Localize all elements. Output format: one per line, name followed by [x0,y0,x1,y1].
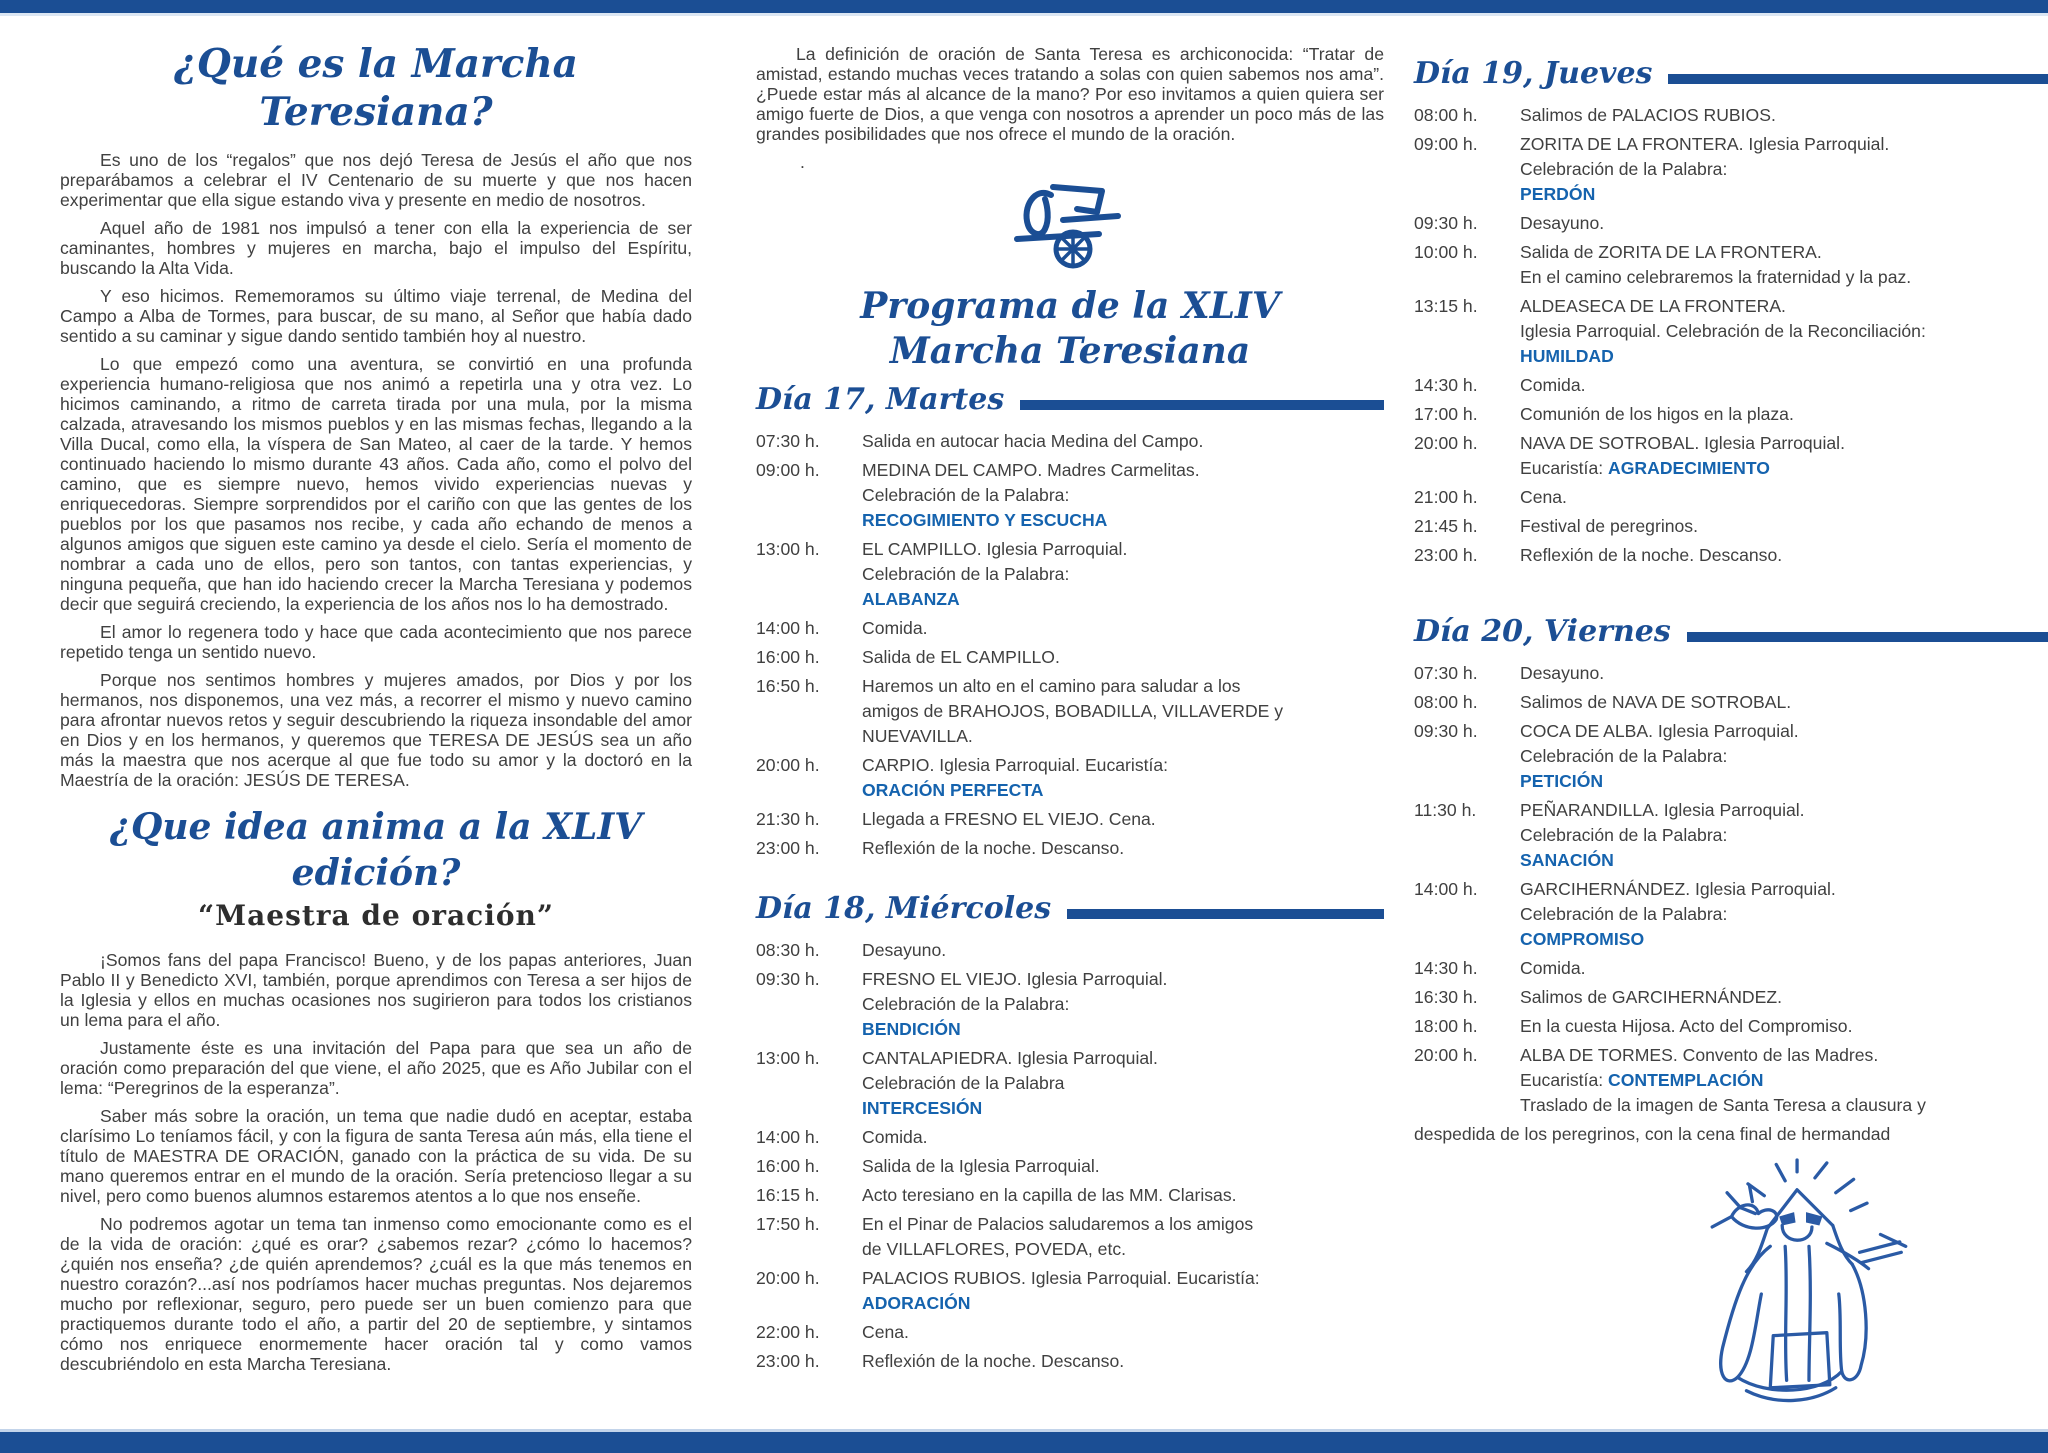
entry-line [862,1154,1384,1179]
entry-text: Reflexión de la noche. Descanso. [862,1351,1125,1371]
entry-time: 17:50 h. [756,1214,820,1234]
entry-line [1520,240,2048,265]
entry-text: Celebración de la Palabra: [862,485,1070,505]
schedule-entry [1414,294,2048,369]
entry-text: Comunión de los higos en la plaza. [1520,404,1794,424]
entry-line [862,967,1384,992]
entry-text: GARCIHERNÁNDEZ. Iglesia Parroquial. [1520,879,1836,899]
entry-time: 09:30 h. [756,969,820,989]
entry-description [1510,132,2048,207]
entry-time: 07:30 h. [1414,663,1478,683]
entry-text: ALBA DE TORMES. Convento de las Madres. [1520,1045,1879,1065]
schedule-entry [756,1154,1384,1179]
entry-time: 21:30 h. [756,809,820,829]
schedule-entry [1414,985,2048,1010]
schedule-entry [756,674,1384,749]
schedule-entry [756,753,1384,803]
day-section [1414,56,2048,568]
entry-description [852,645,1384,670]
top-border-bar [0,0,2048,16]
entry-text: Comida. [862,618,928,638]
entry-description [852,1154,1384,1179]
entry-text: Eucaristía: [1520,1070,1609,1090]
entry-text: Celebración de la Palabra: [862,994,1070,1014]
schedule-entry [1414,956,2048,981]
entry-keyword: PERDÓN [1520,184,1596,204]
schedule-entry [756,1349,1384,1374]
entry-line [1520,927,2048,952]
entry-description [1510,543,2048,568]
entry-line [862,724,1384,749]
entry-time: 09:00 h. [756,460,820,480]
day-header [756,891,1384,926]
entry-text: Celebración de la Palabra [862,1073,1065,1093]
section-title-que-idea: ¿Que idea anima a la XLIV edición? [109,806,643,894]
cart-icon [756,181,1384,282]
entry-line [1520,1043,2048,1068]
entry-description [1510,294,2048,369]
entry-line [1520,985,2048,1010]
entry-time: 16:30 h. [1414,987,1478,1007]
entry-description [1510,956,2048,981]
entry-line [1520,1093,2048,1118]
entry-line [1520,1014,2048,1039]
schedule-entry [756,537,1384,612]
entry-text: NUEVAVILLA. [862,726,973,746]
entry-time: 20:00 h. [756,1268,820,1288]
entry-line [862,483,1384,508]
entry-line [862,1349,1384,1374]
entry-description [852,807,1384,832]
entry-text: Comida. [1520,375,1586,395]
body-paragraph: No podremos agotar un tema tan inmenso como emocionante como es el de la vida de oración: ¿qué es orar? ¿sabemos rezar? ¿cómo lo hacemos? ¿quién nos enseña? ¿de quién aprendemos? ¿cuál es la que más tenemos en nuestro corazón?...así nos podríamos hacer muchas preguntas. Nos dejaremos mucho por reflexionar, seguro, pero puede ser un buen comienzo para que practiquemos durante todo el año, a partir del 20 de septiembre, y sintamos cómo nos enriquece enormemente hacer oración tal y como vamos descubriéndolo en esta Marcha Teresiana. [60,1214,692,1374]
entry-text: de VILLAFLORES, POVEDA, etc. [862,1239,1127,1259]
entry-line [862,1183,1384,1208]
entry-keyword: PETICIÓN [1520,771,1604,791]
entry-description [1510,402,2048,427]
entry-description [1510,985,2048,1010]
schedule-entry [756,1320,1384,1345]
schedule-entry [1414,132,2048,207]
section-subtitle-maestra: “Maestra de oración” [198,899,554,932]
entry-line [1520,431,2048,456]
entry-line [862,753,1384,778]
entry-text: Celebración de la Palabra: [1520,746,1728,766]
entry-text: En la cuesta Hijosa. Acto del Compromiso. [1520,1016,1853,1036]
schedule-entry [756,1266,1384,1316]
entry-line [1520,456,2048,481]
day-header [1414,614,2048,649]
entry-time: 13:15 h. [1414,296,1478,316]
entry-description [852,836,1384,861]
section-title-que-es: ¿Qué es la Marcha Teresiana? [174,41,578,135]
day-header-rule [1687,632,2048,642]
entry-time: 09:30 h. [1414,721,1478,741]
right-column [1414,56,2048,1430]
right-days [1414,56,2048,1147]
schedule-entry [756,458,1384,533]
left-column [60,40,692,1382]
entry-text: Salida de EL CAMPILLO. [862,647,1060,667]
entry-line [1520,402,2048,427]
entry-line [1520,373,2048,398]
entry-line [1520,661,2048,686]
entry-time: 17:00 h. [1414,404,1478,424]
entry-text: Cena. [862,1322,909,1342]
entry-line [1520,1068,2048,1093]
entry-text: Salimos de GARCIHERNÁNDEZ. [1520,987,1783,1007]
entry-text: Desayuno. [1520,213,1605,233]
entry-keyword: INTERCESIÓN [862,1098,983,1118]
entry-line [1520,902,2048,927]
entry-text: Desayuno. [862,940,947,960]
entry-keyword: AGRADECIMIENTO [1608,458,1770,478]
entry-description [1510,373,2048,398]
day-title: Día 19, Jueves [1414,56,1653,91]
entry-time: 14:00 h. [756,1127,820,1147]
body-paragraph: Aquel año de 1981 nos impulsó a tener con ella la experiencia de ser caminantes, hombres y mujeres en marcha, bajo el impulso del Espíritu, buscando la Alta Vida. [60,218,692,278]
entry-line [862,1291,1384,1316]
day-header [756,382,1384,417]
schedule-entry [1414,103,2048,128]
entry-time: 23:00 h. [756,838,820,858]
entry-description [1510,211,2048,236]
day-title: Día 20, Viernes [1414,614,1671,649]
entry-time: 20:00 h. [756,755,820,775]
entry-text: NAVA DE SOTROBAL. Iglesia Parroquial. [1520,433,1845,453]
entry-text: Acto teresiano en la capilla de las MM. Clarisas. [862,1185,1237,1205]
entry-time: 23:00 h. [1414,545,1478,565]
entry-time: 22:00 h. [756,1322,820,1342]
entry-text: CANTALAPIEDRA. Iglesia Parroquial. [862,1048,1158,1068]
entry-description [1510,877,2048,952]
entry-time: 18:00 h. [1414,1016,1478,1036]
entry-keyword: RECOGIMIENTO Y ESCUCHA [862,510,1108,530]
entry-keyword: CONTEMPLACIÓN [1608,1070,1764,1090]
entry-text: Cena. [1520,487,1567,507]
day-footer: despedida de los peregrinos, con la cena final de hermandad [1414,1124,1891,1144]
entry-text: Traslado de la imagen de Santa Teresa a clausura y [1520,1095,1926,1115]
entry-line [1520,344,2048,369]
entry-description [1510,514,2048,539]
schedule-entry [1414,402,2048,427]
entry-description [852,753,1384,803]
entry-description [1510,431,2048,481]
entry-text: Llegada a FRESNO EL VIEJO. Cena. [862,809,1156,829]
entry-line [862,645,1384,670]
schedule-entry [1414,690,2048,715]
entry-line [1520,744,2048,769]
body-paragraph: Lo que empezó como una aventura, se convirtió en una profunda experiencia humano-religiosa que nos animó a repetirla una y otra vez. Lo hicimos caminando, a ritmo de carreta tirada por una mula, por la misma calzada, atravesando los mismos pueblos y en las mismas fechas, llegando a la Villa Ducal, como ella, la víspera de San Mateo, al caer de la tarde. Y hemos continuado haciendo lo mismo durante 43 años. Cada año, como el polvo del camino, que es siempre nuevo, hemos vivido experiencias nuevas y enriquecedoras. Siempre sorprendidos por el cariño con que las gentes de los pueblos por los que pasamos nos recibe, y cada año echando de menos a algunos amigos que siguen este camino ya desde el cielo. Sería el momento de nombrar a cada uno de ellos, pero son tantos, con tantas experiencias, y ninguna pequeña, que han ido haciendo crecer la Marcha Teresiana y podemos decir que seguirá creciendo, la experiencia de los años nos lo ha demostrado. [60,354,692,614]
middle-column [756,44,1384,1378]
program-title-line1: Programa de la XLIV [860,285,1280,327]
schedule-entry [1414,240,2048,290]
schedule-entry [756,1125,1384,1150]
entry-text: Celebración de la Palabra: [862,564,1070,584]
entry-time: 13:00 h. [756,1048,820,1068]
entry-text: Celebración de la Palabra: [1520,159,1728,179]
entry-time: 08:00 h. [1414,105,1478,125]
schedule-entry [756,938,1384,963]
entry-time: 10:00 h. [1414,242,1478,262]
entry-line [1520,823,2048,848]
program-title-line2: Marcha Teresiana [889,330,1251,372]
entry-description [1510,661,2048,686]
entry-keyword: COMPROMISO [1520,929,1645,949]
entry-line [1520,265,2048,290]
entry-description [852,429,1384,454]
body-paragraph: Porque nos sentimos hombres y mujeres amados, por Dios y por los hermanos, nos disponemos, una vez más, a recorrer el mismo y nuevo camino para afrontar nuevos retos y seguir descubriendo la riqueza insondable del amor en Dios y en los hermanos, y queremos que TERESA DE JESÚS sea un año más la maestra que nos acerque al que fue todo su amor y la doctoró en la Maestría de la oración: JESÚS DE TERESA. [60,670,692,790]
entry-time: 16:50 h. [756,676,820,696]
entry-description [852,1125,1384,1150]
entry-text: Reflexión de la noche. Descanso. [1520,545,1783,565]
entry-line [862,674,1384,699]
schedule-entry [1414,661,2048,686]
entry-line [1520,690,2048,715]
entry-keyword: ADORACIÓN [862,1293,971,1313]
entry-text: Comida. [862,1127,928,1147]
entry-keyword: HUMILDAD [1520,346,1614,366]
entry-keyword: ORACIÓN PERFECTA [862,780,1044,800]
entry-line [862,778,1384,803]
entry-text: Festival de peregrinos. [1520,516,1698,536]
entry-line [862,537,1384,562]
schedule-entry [1414,719,2048,794]
entry-line [862,1125,1384,1150]
entry-text: Salida de ZORITA DE LA FRONTERA. [1520,242,1822,262]
entry-time: 08:00 h. [1414,692,1478,712]
left-paragraph-block-2 [60,950,692,1374]
entry-text: Salimos de PALACIOS RUBIOS. [1520,105,1776,125]
santa-teresa-illustration [1414,1157,2048,1430]
schedule-entry [1414,485,2048,510]
entry-text: Celebración de la Palabra: [1520,904,1728,924]
entry-time: 08:30 h. [756,940,820,960]
entry-line [862,458,1384,483]
entry-description [852,1183,1384,1208]
entry-text: EL CAMPILLO. Iglesia Parroquial. [862,539,1128,559]
entry-description [852,1349,1384,1374]
entry-time: 09:00 h. [1414,134,1478,154]
entry-line [1520,719,2048,744]
entry-time: 13:00 h. [756,539,820,559]
schedule-entry [1414,798,2048,873]
entry-description [852,458,1384,533]
body-paragraph: Justamente éste es una invitación del Papa para que sea un año de oración como preparación del que viene, el año 2025, que es Año Jubilar con el lema: “Peregrinos de la esperanza”. [60,1038,692,1098]
entry-description [1510,1014,2048,1039]
entry-line [862,807,1384,832]
entry-time: 21:45 h. [1414,516,1478,536]
intro-paragraph: La definición de oración de Santa Teresa es archiconocida: “Tratar de amistad, estando muchas veces tratando a solas con quien sabemos nos ama”. ¿Puede estar más al alcance de la mano? Por eso invitamos a quien quiera ser amigo fuerte de Dios, a que venga con nosotros a aprender un poco más de las grandes posibilidades que nos ofrece el mundo de la oración. [756,44,1384,144]
entry-line [862,1096,1384,1121]
entry-time: 07:30 h. [756,431,820,451]
day-title: Día 18, Miércoles [756,891,1052,926]
entry-description [1510,1043,2048,1118]
entry-time: 14:30 h. [1414,375,1478,395]
entry-time: 09:30 h. [1414,213,1478,233]
body-paragraph: Y eso hicimos. Rememoramos su último viaje terrenal, de Medina del Campo a Alba de Tormes, para buscar, de su mano, al Señor que había dado sentido a su caminar y sigue dando sentido también hoy al nuestro. [60,286,692,346]
schedule-entry [1414,431,2048,481]
day-section [1414,614,2048,1147]
entry-line [1520,485,2048,510]
day-title: Día 17, Martes [756,382,1005,417]
entry-line [862,699,1384,724]
entry-description [1510,798,2048,873]
entry-line [862,1212,1384,1237]
entry-line [1520,294,2048,319]
entry-line [1520,877,2048,902]
schedule-entry [1414,1014,2048,1039]
schedule-entry [1414,1043,2048,1118]
entry-line [862,1237,1384,1262]
day-section [756,891,1384,1374]
entry-line [862,992,1384,1017]
entry-time: 23:00 h. [756,1351,820,1371]
entry-time: 14:00 h. [756,618,820,638]
entry-text: Iglesia Parroquial. Celebración de la Reconciliación: [1520,321,1926,341]
entry-text: Eucaristía: [1520,458,1609,478]
entry-description [1510,103,2048,128]
entry-line [1520,103,2048,128]
entry-description [1510,690,2048,715]
entry-description [852,674,1384,749]
entry-line [1520,514,2048,539]
entry-time: 20:00 h. [1414,1045,1478,1065]
entry-description [852,938,1384,963]
entry-text: En el camino celebraremos la fraternidad y la paz. [1520,267,1912,287]
schedule-entry [756,1046,1384,1121]
schedule-entry [756,1183,1384,1208]
entry-line [1520,543,2048,568]
entry-description [852,1320,1384,1345]
entry-text: Salida de la Iglesia Parroquial. [862,1156,1100,1176]
entry-line [1520,956,2048,981]
day-header-rule [1020,400,1384,410]
entry-line [862,508,1384,533]
bottom-border-bar [0,1429,2048,1453]
entry-time: 16:00 h. [756,1156,820,1176]
entry-line [862,429,1384,454]
day-header [1414,56,2048,91]
day-header-rule [1668,74,2048,84]
entry-description [852,1046,1384,1121]
entry-line [1520,132,2048,157]
entry-time: 20:00 h. [1414,433,1478,453]
entry-line [862,836,1384,861]
entry-time: 16:00 h. [756,647,820,667]
entry-line [1520,798,2048,823]
entry-time: 14:00 h. [1414,879,1478,899]
day-section [756,382,1384,861]
schedule-entry [1414,373,2048,398]
entry-text: En el Pinar de Palacios saludaremos a los amigos [862,1214,1254,1234]
body-paragraph: Es uno de los “regalos” que nos dejó Teresa de Jesús el año que nos preparábamos a celebrar el IV Centenario de su muerte y que nos hacen experimentar que ella sigue estando viva y presente en medio de nosotros. [60,150,692,210]
entry-text: Comida. [1520,958,1586,978]
entry-text: PALACIOS RUBIOS. Iglesia Parroquial. Eucaristía: [862,1268,1260,1288]
entry-text: Reflexión de la noche. Descanso. [862,838,1125,858]
entry-line [1520,319,2048,344]
entry-description [852,1266,1384,1316]
schedule-entry [1414,543,2048,568]
entry-text: MEDINA DEL CAMPO. Madres Carmelitas. [862,460,1200,480]
left-paragraph-block-1 [60,150,692,790]
entry-text: Salimos de NAVA DE SOTROBAL. [1520,692,1792,712]
entry-line [862,562,1384,587]
body-paragraph: Saber más sobre la oración, un tema que nadie dudó en aceptar, estaba clarísimo Lo teníamos fácil, y con la figura de santa Teresa aún más, ella tiene el título de MAESTRA DE ORACIÓN, ganado con la práctica de su vida. De su mano queremos entrar en el mundo de la oración. Sería pretencioso llegar a su nivel, pero como buenos alumnos estaremos atentos a lo que nos enseñe. [60,1106,692,1206]
entry-text: Desayuno. [1520,663,1605,683]
body-paragraph: ¡Somos fans del papa Francisco! Bueno, y de los papas anteriores, Juan Pablo II y Benedicto XVI, también, porque aprendimos con Teresa a ser hijos de la Iglesia y ellos en muchas ocasiones nos sugirieron para todos los cristianos un lema para el año. [60,950,692,1030]
schedule-entry [756,967,1384,1042]
entry-text: Celebración de la Palabra: [1520,825,1728,845]
entry-time: 21:00 h. [1414,487,1478,507]
schedule-entry [756,429,1384,454]
entry-text: Salida en autocar hacia Medina del Campo. [862,431,1204,451]
entry-text: amigos de BRAHOJOS, BOBADILLA, VILLAVERDE y [862,701,1284,721]
schedule-entry [1414,514,2048,539]
entry-text: PEÑARANDILLA. Iglesia Parroquial. [1520,800,1805,820]
entry-description [852,967,1384,1042]
entry-line [862,1046,1384,1071]
entry-line [862,616,1384,641]
entry-time: 11:30 h. [1414,800,1477,820]
entry-keyword: BENDICIÓN [862,1019,961,1039]
entry-text: ALDEASECA DE LA FRONTERA. [1520,296,1786,316]
schedule-entry [756,836,1384,861]
entry-text: FRESNO EL VIEJO. Iglesia Parroquial. [862,969,1168,989]
entry-description [1510,240,2048,290]
day-header-rule [1067,909,1384,919]
entry-line [862,1071,1384,1096]
entry-text: CARPIO. Iglesia Parroquial. Eucaristía: [862,755,1169,775]
schedule-entry [756,1212,1384,1262]
stray-dot: . [800,152,805,172]
middle-days [756,382,1384,1374]
entry-line [862,1266,1384,1291]
entry-description [1510,719,2048,794]
entry-line [862,587,1384,612]
entry-time: 14:30 h. [1414,958,1478,978]
entry-line [1520,848,2048,873]
schedule-entry [1414,211,2048,236]
entry-description [852,1212,1384,1262]
schedule-entry [1414,877,2048,952]
entry-line [1520,182,2048,207]
entry-keyword: ALABANZA [862,589,960,609]
body-paragraph: El amor lo regenera todo y hace que cada acontecimiento que nos parece repetido tenga un sentido nuevo. [60,622,692,662]
entry-line [862,1320,1384,1345]
entry-description [852,616,1384,641]
entry-line [1520,211,2048,236]
entry-description [852,537,1384,612]
entry-description [1510,485,2048,510]
entry-line [1520,157,2048,182]
entry-keyword: SANACIÓN [1520,850,1614,870]
entry-time: 16:15 h. [756,1185,820,1205]
schedule-entry [756,645,1384,670]
schedule-entry [756,807,1384,832]
entry-text: COCA DE ALBA. Iglesia Parroquial. [1520,721,1799,741]
entry-text: ZORITA DE LA FRONTERA. Iglesia Parroquial. [1520,134,1890,154]
entry-text: Haremos un alto en el camino para saludar a los [862,676,1241,696]
entry-line [862,938,1384,963]
schedule-entry [756,616,1384,641]
entry-line [1520,769,2048,794]
entry-line [862,1017,1384,1042]
